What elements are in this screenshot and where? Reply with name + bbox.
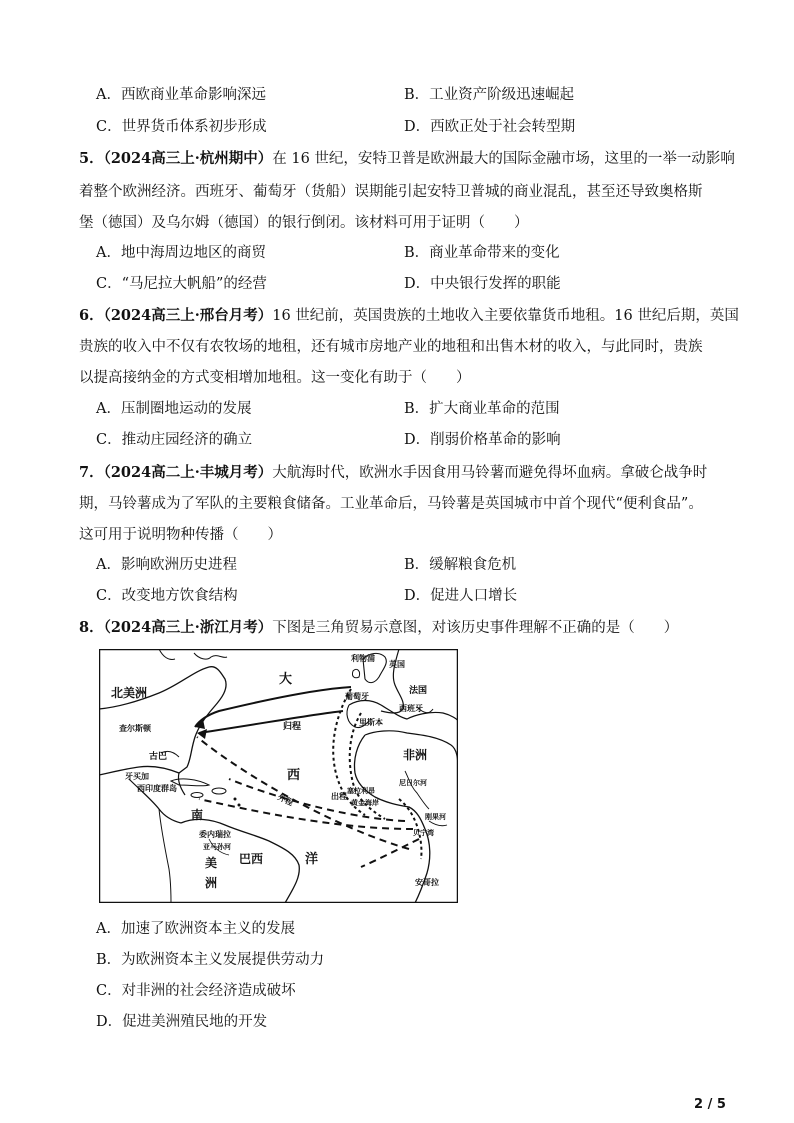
map-label-congo-river: 刚果河 bbox=[425, 813, 446, 821]
q8-option-d: D．促进美洲殖民地的开发 bbox=[96, 1014, 268, 1030]
q6-option-b: B．扩大商业革命的范围 bbox=[404, 401, 560, 417]
q6-text1: 16 世纪前，英国贵族的土地收入主要依靠货币地租。16 世纪后期，英国 bbox=[272, 308, 739, 324]
q7-stem-line1 bbox=[79, 461, 707, 482]
q7-number: 7． bbox=[79, 464, 104, 481]
island-dot bbox=[238, 804, 241, 807]
q6-source: （2024高三上·邢台月考） bbox=[103, 307, 273, 324]
map-label-liverpool: 利物浦 bbox=[351, 654, 375, 663]
q6-stem-line2: 贵族的收入中不仅有农牧场的地租，还有城市房地产业的地租和出售木材的收入，与此同时，贵族 bbox=[79, 339, 703, 355]
map-label-brazil: 巴西 bbox=[239, 852, 264, 866]
map-label-north-america: 北美洲 bbox=[111, 686, 148, 700]
q8-option-c: C．对非洲的社会经济造成破坏 bbox=[96, 983, 296, 999]
q5-stem-line3: 堡（德国）及乌尔姆（德国）的银行倒闭。该材料可用于证明（ ） bbox=[79, 215, 529, 231]
map-label-charleston: 查尔斯顿 bbox=[119, 724, 151, 733]
q5-option-b: B．商业革命带来的变化 bbox=[404, 245, 560, 261]
map-label-jamaica: 牙买加 bbox=[125, 772, 149, 781]
map-label-return: 归程 bbox=[283, 722, 302, 732]
map-label-middle-passage: 出程 bbox=[331, 792, 347, 801]
q6-option-d: D．削弱价格革命的影响 bbox=[404, 432, 561, 448]
q7-option-a: A．影响欧洲历史进程 bbox=[96, 557, 237, 573]
q5-stem-line1 bbox=[79, 147, 735, 168]
map-label-spain: 西班牙 bbox=[399, 704, 423, 713]
q4-option-c: C．世界货币体系初步形成 bbox=[96, 119, 267, 135]
q5-stem-line2: 着整个欧洲经济。西班牙、葡萄牙（货船）误期能引起安特卫普城的商业混乱，甚至还导致奥格斯 bbox=[79, 184, 703, 200]
map-label-africa: 非洲 bbox=[403, 748, 428, 762]
map-label-france: 法国 bbox=[409, 686, 428, 696]
map-label-benin: 贝宁湾 bbox=[413, 829, 434, 837]
q6-option-c: C．推动庄园经济的确立 bbox=[96, 432, 253, 448]
map-frame bbox=[100, 650, 458, 903]
map-label-portugal: 葡萄牙 bbox=[345, 692, 369, 701]
map-label-venezuela: 委内瑞拉 bbox=[199, 830, 231, 839]
q6-number: 6． bbox=[79, 307, 104, 324]
q8-stem-line1 bbox=[79, 616, 678, 637]
q6-stem-line1 bbox=[79, 304, 739, 325]
map-label-sierra-leone: 塞拉利昂 bbox=[347, 787, 375, 795]
q7-option-d: D．促进人口增长 bbox=[404, 588, 518, 604]
map-label-gold-coast: 黄金海岸 bbox=[351, 799, 379, 807]
map-label-niger-river: 尼日尔河 bbox=[399, 779, 427, 787]
q4-option-b: B．工业资产阶级迅速崛起 bbox=[404, 87, 575, 103]
q7-stem-line3: 这可用于说明物种传播（ ） bbox=[79, 527, 282, 543]
map-label-outbound: 外程 bbox=[276, 792, 295, 808]
q4-option-a: A．西欧商业革命影响深远 bbox=[96, 87, 266, 103]
q8-option-a: A．加速了欧洲资本主义的发展 bbox=[96, 921, 295, 937]
triangle-trade-map bbox=[99, 649, 458, 903]
q4-option-d: D．西欧正处于社会转型期 bbox=[404, 119, 576, 135]
q5-option-c: C．“马尼拉大帆船”的经营 bbox=[96, 276, 267, 292]
q8-source: （2024高三上·浙江月考） bbox=[103, 619, 273, 636]
map-label-mei: 美 bbox=[205, 856, 218, 870]
page-number: 2 / 5 bbox=[694, 1097, 726, 1112]
q7-stem-line2: 期，马铃薯成为了军队的主要粮食储备。工业革命后，马铃薯是英国城市中首个现代“便利食品”。 bbox=[79, 496, 703, 512]
q5-text1: 在 16 世纪，安特卫普是欧洲最大的国际金融市场，这里的一举一动影响 bbox=[272, 151, 735, 167]
map-label-angola: 安哥拉 bbox=[415, 878, 439, 887]
q8-text1: 下图是三角贸易示意图，对该历史事件理解不正确的是（ ） bbox=[272, 620, 679, 636]
map-label-lisbon: 里斯本 bbox=[359, 718, 383, 727]
map-label-nan: 南 bbox=[191, 808, 204, 822]
q7-text1: 大航海时代，欧洲水手因食用马铃薯而避免得坏血病。拿破仑战争时 bbox=[272, 465, 708, 481]
map-label-guiana: 亚马孙河 bbox=[203, 843, 231, 851]
map-label-zhou: 洲 bbox=[205, 876, 218, 890]
q8-option-b: B．为欧洲资本主义发展提供劳动力 bbox=[96, 952, 325, 968]
q7-option-c: C．改变地方饮食结构 bbox=[96, 588, 238, 604]
q5-option-d: D．中央银行发挥的职能 bbox=[404, 276, 561, 292]
map-label-west-indies: 西印度群岛 bbox=[137, 784, 177, 793]
q7-source: （2024高二上·丰城月考） bbox=[103, 464, 273, 481]
map-label-yang: 洋 bbox=[305, 852, 319, 867]
q5-source: （2024高三上·杭州期中） bbox=[103, 150, 273, 167]
map-label-da: 大 bbox=[279, 672, 293, 687]
q6-option-a: A．压制圈地运动的发展 bbox=[96, 401, 252, 417]
q6-stem-line3: 以提高接纳金的方式变相增加地租。这一变化有助于（ ） bbox=[79, 370, 471, 386]
q7-option-b: B．缓解粮食危机 bbox=[404, 557, 517, 573]
map-label-cuba: 古巴 bbox=[149, 752, 168, 762]
q8-number: 8． bbox=[79, 619, 104, 636]
island-dot bbox=[234, 798, 237, 801]
map-label-xi: 西 bbox=[287, 768, 301, 783]
q5-number: 5． bbox=[79, 150, 104, 167]
q5-option-a: A．地中海周边地区的商贸 bbox=[96, 245, 266, 261]
map-label-england: 英国 bbox=[389, 660, 405, 669]
